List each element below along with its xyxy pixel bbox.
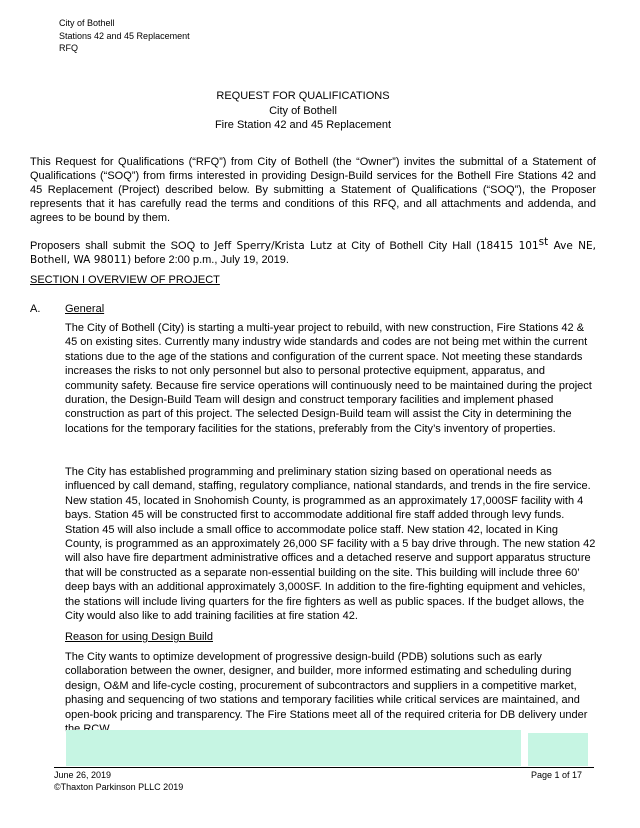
header-doc-type: RFQ — [59, 43, 78, 53]
subsection-title: General — [65, 303, 105, 315]
footer-copyright: ©Thaxton Parkinson PLLC 2019 — [54, 782, 184, 792]
submit-deadline: before 2:00 p.m., July 19, 2019. — [131, 254, 289, 266]
general-paragraph-2: The City has established programming and preliminary station sizing based on operational needs as influenced by call demand, staffing, regulatory compliance, national standards, and trends in the fire service. New station 45, located in Snohomish County, is programmed as an approximately 17,000SF facility with 4 bays. Station 45 will be constructed first to accommodate additional fire staff added through levy funds. Station 45 will also include a small office to accommodate police staff. New station 42, located in King County, is programmed as an approximately 26,000 SF facility with a 5 bay drive through. The new station 42 will also have fire department administrative offices and a detached reserve and support apparatus structure that will be constructed as a separate non-essential building on the site. This building will include three 60’ deep bays with an additional approximately 3,000SF. In addition to the fire-fighting equipment and vehicles, the stations will include living quarters for the fire fighters as well as public spaces. If the budget allows, the City would also like to add training facilities at fire station 42. — [65, 466, 596, 623]
header-city: City of Bothell — [59, 18, 115, 28]
footer-highlight-block — [66, 730, 521, 766]
footer-left — [54, 769, 183, 793]
title-line-2: City of Bothell — [269, 104, 337, 117]
footer-date: June 26, 2019 — [54, 770, 112, 780]
document-title — [0, 89, 606, 133]
section-heading: SECTION I OVERVIEW OF PROJECT — [30, 274, 220, 286]
page-number: Page 1 of 17 — [531, 770, 583, 780]
general-paragraph-1: The City of Bothell (City) is starting a multi-year project to rebuild, with new construction, Fire Stations 42 & 45 on existing sites. Currently many industry wide standards and codes are not being met within the current stations due to the age of the stations and configuration of the current space. Not meeting these standards increases the risks to not only personnel but also to personal protective equipment, apparatus, and community safety. Because fire service operations will continuously need to be maintained during the project duration, the Design-Build Team will design and construct temporary facilities and implement phased construction as part of this project. The selected Design-Build team will assist the City in determining the locations for the temporary facilities for the stations, preferably from the City’s inventory of properties. — [65, 322, 592, 435]
submit-text-pre: Proposers shall submit the SOQ to — [30, 240, 215, 252]
footer-divider — [54, 767, 594, 768]
submit-contact: Jeff Sperry/Krista Lutz — [214, 240, 332, 252]
submit-text-mid: at City of Bothell City Hall ( — [331, 240, 480, 252]
submit-address-1: 18415 101 — [479, 240, 539, 252]
submit-address-sup: st — [538, 236, 549, 248]
submission-paragraph — [30, 235, 596, 267]
intro-paragraph: This Request for Qualifications (“RFQ”) from City of Bothell (the “Owner”) invites the submittal of a Statement of Qualifications (“SOQ”) from firms interested in providing Design-Build services for the Bothell Fire Stations 42 and 45 Replacement (Project) described below. By submitting a Statement of Qualifications (“SOQ”), the Proposer represents that it has carefully read the terms and conditions of this RFQ, and all attachments and addenda, and agrees to be bound by them. — [30, 156, 596, 224]
running-header — [59, 17, 190, 55]
subsection-letter: A. — [30, 303, 41, 315]
title-line-3: Fire Station 42 and 45 Replacement — [214, 119, 392, 131]
reason-heading: Reason for using Design Build — [65, 631, 213, 643]
footer-highlight-block-small — [528, 733, 588, 766]
header-project: Stations 42 and 45 Replacement — [59, 30, 190, 41]
submit-address-2: Ave NE, Bothell, WA 98011) — [30, 240, 597, 266]
title-line-1: REQUEST FOR QUALIFICATIONS — [216, 90, 390, 102]
reason-paragraph: The City wants to optimize development of progressive design-build (PDB) solutions such as early collaboration between the owner, designer, and builder, more informed estimating and scheduling during design, O&M and life-cycle costing, procurement of subcontractors and suppliers in a competitive market, phasing and sequencing of two stations and temporary facilities while critical services are maintained, and open-book pricing and transparency. The Fire Stations meet all of the required criteria for DB delivery under — [65, 651, 588, 721]
